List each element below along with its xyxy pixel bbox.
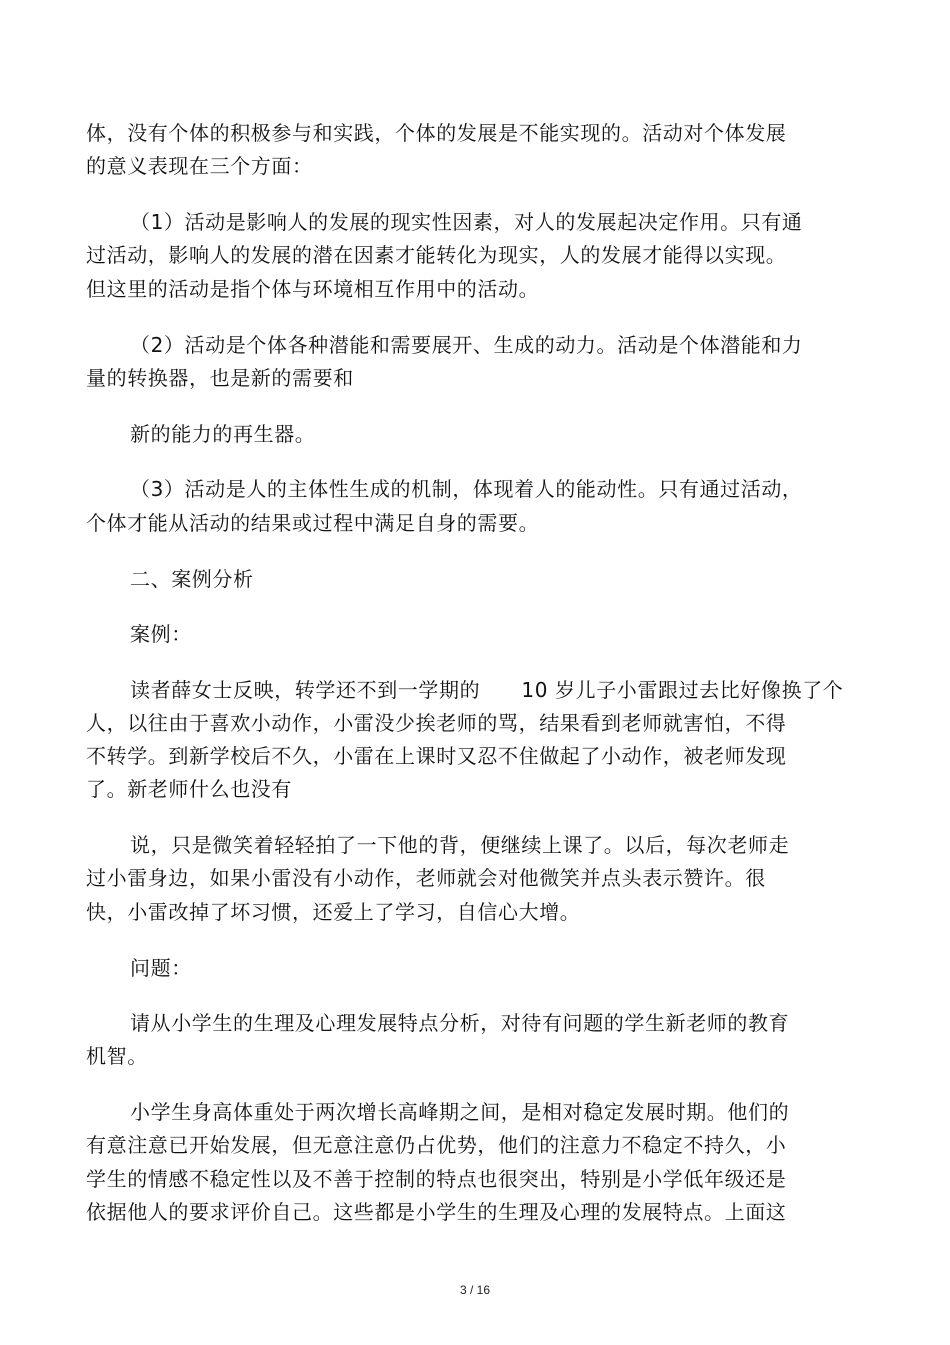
text-line: 小学生身高体重处于两次增长高峰期之间，是相对稳定发展时期。他们的 bbox=[130, 1100, 790, 1124]
text-line: 过小雷身边，如果小雷没有小动作，老师就会对他微笑并点头表示赞许。很 bbox=[86, 866, 766, 890]
page-number: 3 / 16 bbox=[459, 1283, 491, 1297]
text-line: 人，以往由于喜欢小动作，小雷没少挨老师的骂，结果看到老师就害怕，不得 bbox=[86, 711, 787, 735]
text-line: 个体才能从活动的结果或过程中满足自身的需要。 bbox=[86, 511, 540, 535]
text-line: 请从小学生的生理及心理发展特点分析，对待有问题的学生新老师的教育 bbox=[130, 1011, 790, 1035]
text-line: 不转学。到新学校后不久，小雷在上课时又忍不住做起了小动作，被老师发现 bbox=[86, 744, 787, 768]
text-line: 了。新老师什么也没有 bbox=[86, 777, 292, 801]
text-line: （3）活动是人的主体性生成的机制，体现着人的能动性。只有通过活动， bbox=[130, 477, 803, 501]
text-line: 量的转换器，也是新的需要和 bbox=[86, 366, 354, 390]
text-line: （2）活动是个体各种潜能和需要展开、生成的动力。活动是个体潜能和力 bbox=[130, 333, 803, 357]
text-line: 机智。 bbox=[86, 1044, 148, 1068]
text-line: 体，没有个体的积极参与和实践，个体的发展是不能实现的。活动对个体发展 bbox=[86, 121, 787, 145]
text-line: 过活动，影响人的发展的潜在因素才能转化为现实，人的发展才能得以实现。 bbox=[86, 243, 787, 267]
question-label: 问题： bbox=[130, 956, 192, 980]
text-line: 学生的情感不稳定性以及不善于控制的特点也很突出，特别是小学低年级还是 bbox=[86, 1167, 787, 1191]
section-heading: 二、案例分析 bbox=[130, 567, 254, 591]
text-line: 的意义表现在三个方面： bbox=[86, 154, 313, 178]
text-line: （1）活动是影响人的发展的现实性因素，对人的发展起决定作用。只有通 bbox=[130, 210, 803, 234]
text-line: 读者薛女士反映，转学还不到一学期的 10 岁儿子小雷跟过去比好像换了个 bbox=[130, 678, 844, 702]
text-line: 新的能力的再生器。 bbox=[130, 422, 316, 446]
case-label: 案例： bbox=[130, 622, 192, 646]
text-line: 有意注意已开始发展，但无意注意仍占优势，他们的注意力不稳定不持久，小 bbox=[86, 1133, 787, 1157]
text-line: 快，小雷改掉了坏习惯，还爱上了学习，自信心大增。 bbox=[86, 900, 581, 924]
text-line: 说，只是微笑着轻轻拍了一下他的背，便继续上课了。以后，每次老师走 bbox=[130, 833, 790, 857]
text-line: 依据他人的要求评价自己。这些都是小学生的生理及心理的发展特点。上面这 bbox=[86, 1200, 787, 1224]
text-line: 但这里的活动是指个体与环境相互作用中的活动。 bbox=[86, 277, 540, 301]
